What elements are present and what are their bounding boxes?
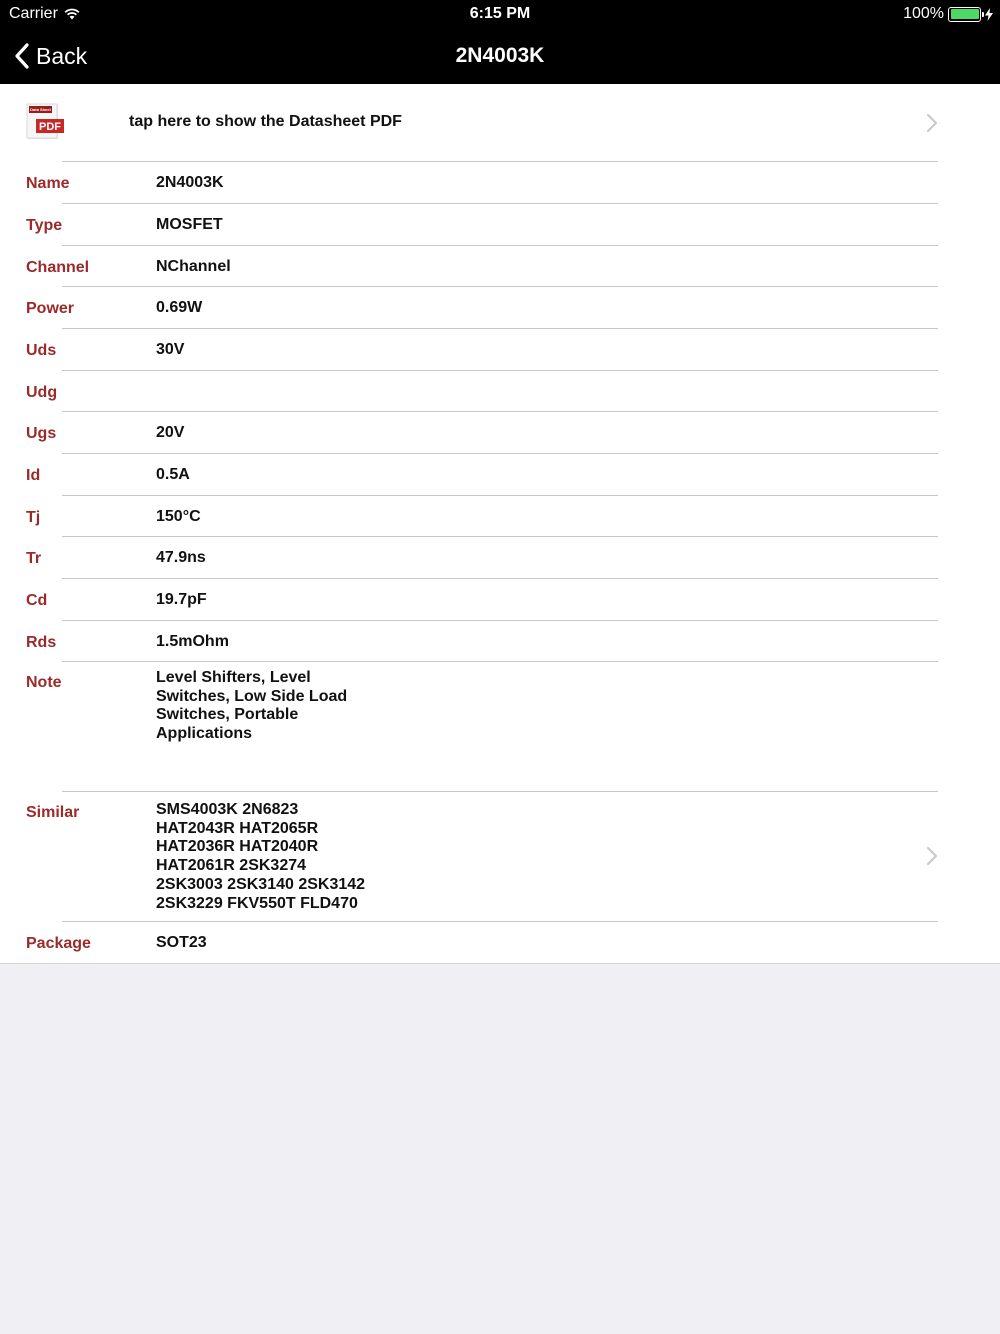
property-row-type: [0, 204, 1000, 245]
property-label: Tj: [26, 509, 41, 526]
back-button-label: Back: [36, 42, 88, 69]
property-value: 0.5A: [156, 466, 190, 483]
property-label: Package: [26, 935, 91, 952]
property-row-tr: [0, 537, 1000, 578]
chevron-left-icon: [14, 43, 30, 69]
property-label: Name: [26, 175, 70, 192]
datasheet-label: tap here to show the Datasheet PDF: [129, 113, 402, 130]
property-row-channel: [0, 246, 1000, 287]
battery-fill: [951, 9, 979, 19]
property-label: Cd: [26, 592, 48, 609]
property-value: MOSFET: [156, 216, 223, 233]
clock: 6:15 PM: [469, 5, 531, 22]
charging-bolt-icon: [985, 8, 993, 21]
battery-percent: 100%: [903, 5, 944, 22]
back-button[interactable]: [14, 28, 87, 84]
property-value: 47.9ns: [156, 549, 206, 566]
property-label: Note: [26, 674, 62, 691]
property-label: Id: [26, 467, 41, 484]
property-row-note: [0, 662, 1000, 791]
property-row-udg: [0, 371, 1000, 412]
navigation-bar: [0, 28, 1000, 84]
property-row-uds: [0, 329, 1000, 370]
property-value: 0.69W: [156, 299, 203, 316]
page-title: 2N4003K: [455, 44, 545, 67]
property-row-ugs: [0, 412, 1000, 453]
battery-icon: [948, 7, 981, 22]
battery-indicator: [903, 5, 993, 23]
property-value: 20V: [156, 424, 185, 441]
property-label: Uds: [26, 342, 57, 359]
property-row-rds: [0, 621, 1000, 662]
status-bar: [0, 0, 1000, 28]
carrier-label: Carrier: [9, 5, 58, 22]
chevron-right-icon: [926, 113, 938, 133]
property-value: 150°C: [156, 508, 201, 525]
property-value: 19.7pF: [156, 591, 207, 608]
detail-table: [0, 84, 1000, 964]
property-value: 30V: [156, 341, 185, 358]
property-label: Tr: [26, 550, 42, 567]
pdf-icon-caption: Data Sheet: [30, 107, 51, 113]
chevron-right-icon: [926, 846, 938, 866]
datasheet-pdf-row[interactable]: [0, 84, 1000, 162]
property-label: Type: [26, 217, 63, 234]
property-value: SOT23: [156, 934, 207, 951]
property-label: Power: [26, 300, 75, 317]
property-value: Level Shifters, Level Switches, Low Side Load Switches, Portable Applications: [156, 669, 348, 743]
property-row-tj: [0, 496, 1000, 537]
property-value: SMS4003K 2N6823 HAT2043R HAT2065R HAT2036R HAT2040R HAT2061R 2SK3274 2SK3003 2SK3140 2SK3142 2SK3229 FKV550T FLD470: [156, 801, 366, 912]
property-label: Channel: [26, 259, 90, 276]
property-value: 2N4003K: [156, 174, 224, 191]
property-label: Rds: [26, 634, 57, 651]
property-row-name: [0, 162, 1000, 203]
property-row-id: [0, 454, 1000, 495]
property-value: 1.5mOhm: [156, 633, 229, 650]
property-row-similar[interactable]: [0, 792, 1000, 921]
property-row-power: [0, 287, 1000, 328]
property-label: Ugs: [26, 425, 57, 442]
pdf-icon-badge: PDF: [39, 121, 61, 133]
property-value: NChannel: [156, 258, 231, 275]
pdf-datasheet-icon: [26, 103, 66, 141]
property-row-cd: [0, 579, 1000, 620]
property-label: Udg: [26, 384, 58, 401]
property-label: Similar: [26, 804, 80, 821]
property-row-package: [0, 922, 1000, 963]
